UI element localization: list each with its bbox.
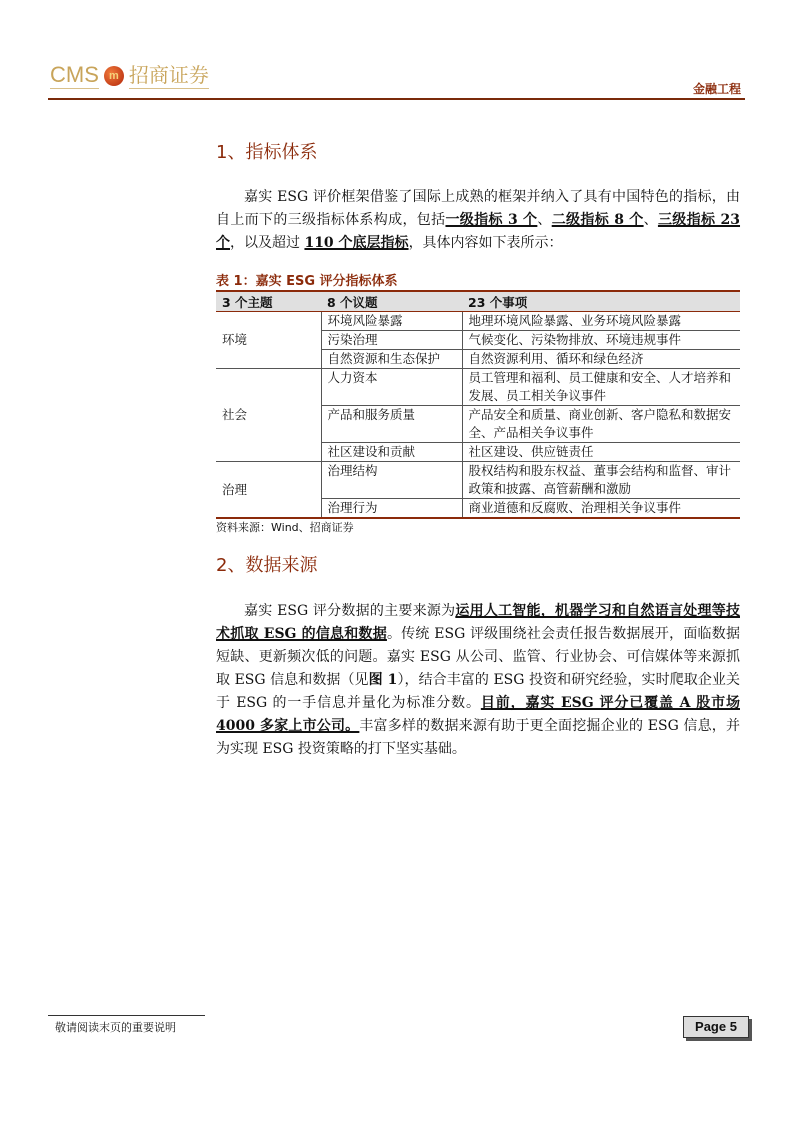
- item-cell: 产品安全和质量、商业创新、客户隐私和数据安全、产品相关争议事件: [462, 406, 740, 443]
- table-row: [216, 462, 740, 499]
- theme-cell: 治理: [216, 462, 321, 519]
- logo-emblem-icon: m: [104, 66, 124, 86]
- logo-text: CMS: [50, 62, 99, 87]
- item-cell: 商业道德和反腐败、治理相关争议事件: [462, 499, 740, 519]
- topic-cell: 治理行为: [321, 499, 462, 519]
- theme-cell: 环境: [216, 312, 321, 369]
- main-content: [216, 141, 740, 761]
- topic-cell: 社区建设和贡献: [321, 443, 462, 462]
- column-header: 3 个主题: [216, 291, 321, 312]
- item-cell: 股权结构和股东权益、董事会结构和监督、审计政策和披露、高管薪酬和激励: [462, 462, 740, 499]
- item-cell: 自然资源利用、循环和绿色经济: [462, 350, 740, 369]
- text-segment: 丰富多样的数据来源有助于更全面挖掘企业的 ESG 信息，并为实现 ESG 投资策略的打下坚实基础。: [216, 718, 740, 757]
- table-title: 表 1：嘉实 ESG 评分指标体系: [216, 274, 398, 289]
- footer-disclaimer-note: 敬请阅读末页的重要说明: [55, 1021, 176, 1034]
- topic-cell: 环境风险暴露: [321, 312, 462, 331]
- text-segment: 。传统 ESG 评级围绕社会责任报告数据展开，面临数据短缺、更新频次低的问题。嘉实 ESG 从公司、监管、行业协会、可信媒体等来源抓取 ESG 信息和数据（见: [216, 626, 740, 688]
- table-source: 资料来源：Wind、招商证券: [216, 521, 354, 534]
- topic-cell: 污染治理: [321, 331, 462, 350]
- text-segment: 嘉实 ESG 评价框架借鉴了国际上成熟的框架并纳入了具有中国特色的指标，由自上而下的三级指标体系构成，包括: [216, 189, 740, 228]
- company-logo: [50, 62, 209, 89]
- page-number: Page 5: [683, 1016, 749, 1038]
- topic-cell: 自然资源和生态保护: [321, 350, 462, 369]
- text-segment: ），结合丰富的 ESG 投资和研究经验，实时爬取企业关于 ESG 的一手信息并量化为标准分数。: [216, 672, 740, 711]
- item-cell: 地理环境风险暴露、业务环境风险暴露: [462, 312, 740, 331]
- text-segment: 、: [537, 212, 552, 228]
- section-2-heading: 2、数据来源: [216, 555, 318, 576]
- emphasis-text: 一级指标 3 个: [445, 212, 538, 228]
- emphasis-text: 110 个底层指标: [304, 235, 409, 251]
- item-cell: 气候变化、污染物排放、环境违规事件: [462, 331, 740, 350]
- table-row: [216, 312, 740, 331]
- section-1-paragraph: [216, 186, 740, 255]
- topic-cell: 治理结构: [321, 462, 462, 499]
- table-row: [216, 369, 740, 406]
- topic-cell: 产品和服务质量: [321, 406, 462, 443]
- column-header: 23 个事项: [462, 291, 740, 312]
- emphasis-text: 目前，嘉实 ESG 评分已覆盖 A 股市场 4000 多家上市公司。: [216, 695, 740, 734]
- section-2-paragraph: [216, 600, 740, 761]
- logo-cn: 招商证券: [128, 63, 209, 87]
- theme-cell: 社会: [216, 369, 321, 462]
- text-segment: ，具体内容如下表所示：: [408, 235, 563, 251]
- footer-divider: [48, 1015, 205, 1016]
- indicator-table: [216, 290, 740, 519]
- header-divider: [48, 98, 745, 100]
- topic-cell: 人力资本: [321, 369, 462, 406]
- emphasis-text: 运用人工智能，机器学习和自然语言处理等技术抓取 ESG 的信息和数据: [216, 603, 740, 642]
- emphasis-text: 二级指标 8 个: [551, 212, 644, 228]
- section-1-heading: 1、指标体系: [216, 142, 318, 163]
- column-header: 8 个议题: [321, 291, 462, 312]
- text-segment: 图 1: [368, 672, 398, 688]
- item-cell: 员工管理和福利、员工健康和安全、人才培养和发展、员工相关争议事件: [462, 369, 740, 406]
- text-segment: ，以及超过: [230, 235, 305, 251]
- item-cell: 社区建设、供应链责任: [462, 443, 740, 462]
- text-segment: 、: [643, 212, 658, 228]
- emphasis-text: 三级指标 23 个: [216, 212, 741, 251]
- section-tag: 金融工程: [692, 82, 741, 96]
- text-segment: 嘉实 ESG 评分数据的主要来源为: [244, 603, 456, 619]
